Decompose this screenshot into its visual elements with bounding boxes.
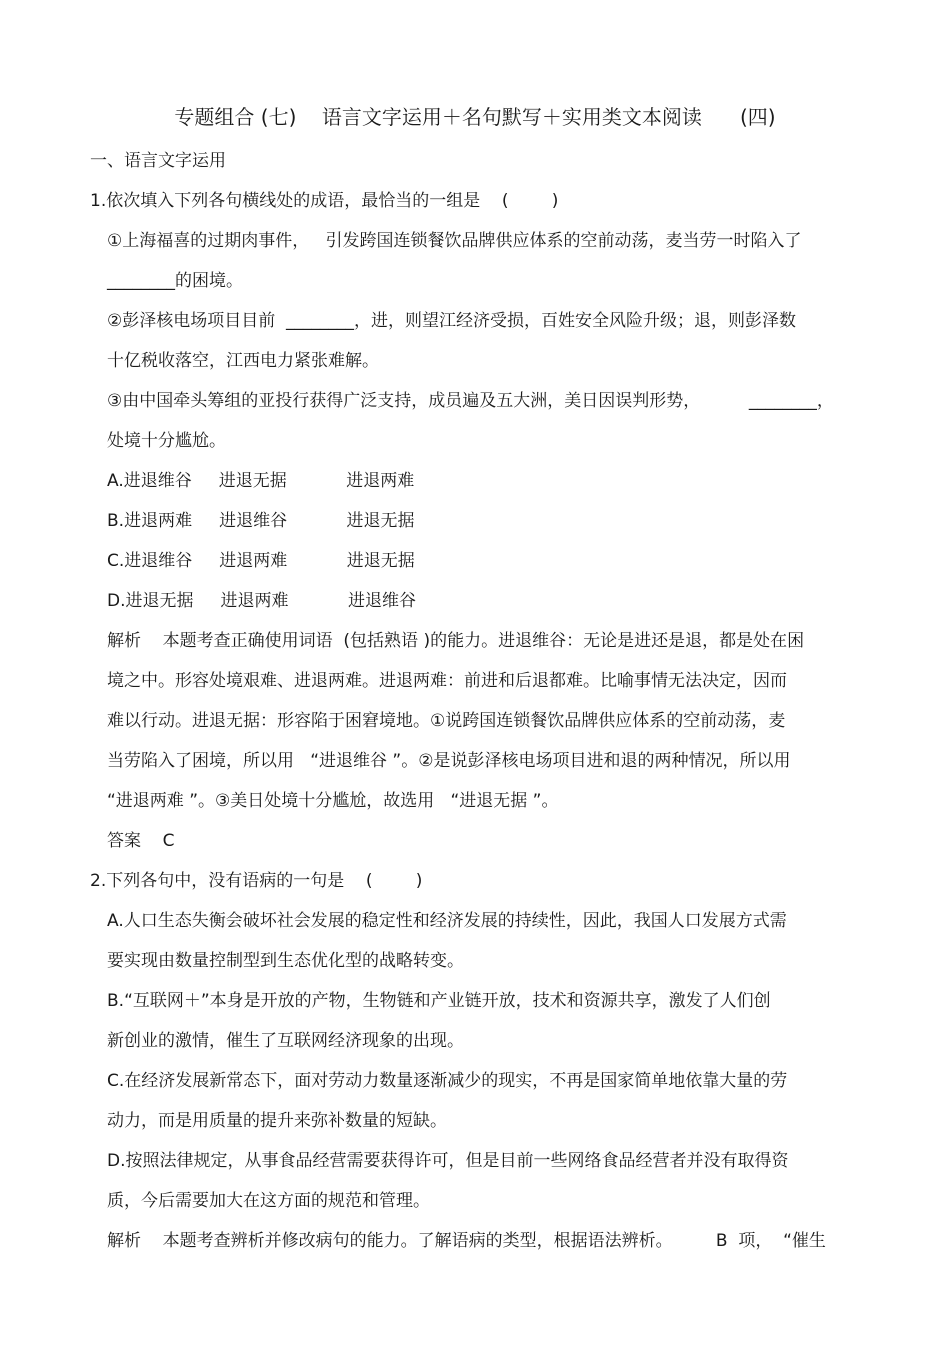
q1-analysis-line-1: 解析 本题考查正确使用词语 (包括熟语 )的能力。进退维谷：无论是进还是退，都是处在困 [107, 631, 805, 651]
q2-option-a-line-2: 要实现由数量控制型到生态优化型的战略转变。 [107, 951, 464, 971]
question-2-stem: 2.下列各句中，没有语病的一句是 ( ) [90, 871, 423, 891]
q1-sentence-3-line-2: 处境十分尴尬。 [107, 431, 226, 451]
q1-sentence-3-line-1: ③由中国牵头筹组的亚投行获得广泛支持，成员遍及五大洲，美日因误判形势， ________， [107, 391, 834, 411]
q2-analysis-line-1: 解析 本题考查辨析并修改病句的能力。了解语病的类型，根据语法辨析。 B 项， “催生 [107, 1231, 826, 1251]
q2-option-c-line-1: C.在经济发展新常态下，面对劳动力数量逐渐减少的现实，不再是国家简单地依靠大量的劳 [107, 1071, 788, 1091]
question-1-stem: 1.依次填入下列各句横线处的成语，最恰当的一组是 ( ) [90, 191, 559, 211]
q1-sentence-1-line-2: ________的困境。 [107, 271, 243, 291]
section-heading: 一、语言文字运用 [90, 151, 226, 171]
q1-analysis-line-5: “进退两难 ”。③美日处境十分尴尬，故选用 “进退无据 ”。 [107, 791, 559, 811]
q2-option-d-line-1: D.按照法律规定，从事食品经营需要获得许可，但是目前一些网络食品经营者并没有取得资 [107, 1151, 789, 1171]
q1-option-d: D.进退无据 进退两难 进退维谷 [107, 591, 416, 611]
q2-option-a-line-1: A.人口生态失衡会破坏社会发展的稳定性和经济发展的持续性，因此，我国人口发展方式需 [107, 911, 787, 931]
q1-analysis-line-2: 境之中。形容处境艰难、进退两难。进退两难：前进和后退都难。比喻事情无法决定，因而 [107, 671, 787, 691]
q1-analysis-line-4: 当劳陷入了困境，所以用 “进退维谷 ”。②是说彭泽核电场项目进和退的两种情况，所以用 [107, 751, 791, 771]
q2-option-b-line-1: B.“互联网＋”本身是开放的产物，生物链和产业链开放，技术和资源共享，激发了人们创 [107, 991, 771, 1011]
q1-option-c: C.进退维谷 进退两难 进退无据 [107, 551, 415, 571]
q2-option-d-line-2: 质，今后需要加大在这方面的规范和管理。 [107, 1191, 430, 1211]
q1-analysis-line-3: 难以行动。进退无据：形容陷于困窘境地。①说跨国连锁餐饮品牌供应体系的空前动荡，麦 [107, 711, 786, 731]
document-title: 专题组合 (七) 语言文字运用＋名句默写＋实用类文本阅读 (四) [174, 105, 776, 129]
q1-sentence-1-line-1: ①上海福喜的过期肉事件， 引发跨国连锁餐饮品牌供应体系的空前动荡，麦当劳一时陷入了 [107, 231, 802, 251]
q1-option-a: A.进退维谷 进退无据 进退两难 [107, 471, 415, 491]
q1-sentence-2-line-2: 十亿税收落空，江西电力紧张难解。 [107, 351, 379, 371]
q2-option-b-line-2: 新创业的激情，催生了互联网经济现象的出现。 [107, 1031, 464, 1051]
q2-option-c-line-2: 动力，而是用质量的提升来弥补数量的短缺。 [107, 1111, 447, 1131]
q1-sentence-2-line-1: ②彭泽核电场项目目前 ________，进，则望江经济受损，百姓安全风险升级；退，则彭泽数 [107, 311, 797, 331]
q1-answer: 答案 C [107, 831, 175, 851]
q1-option-b: B.进退两难 进退维谷 进退无据 [107, 511, 415, 531]
